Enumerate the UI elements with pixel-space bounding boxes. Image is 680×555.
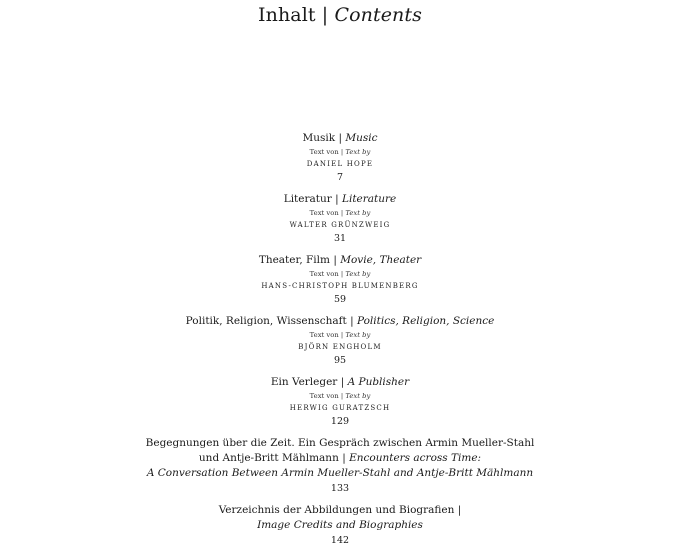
text-by-english: Text by [345,331,371,339]
entry-title-english: Politics, Religion, Science [356,315,495,327]
entry-heading [0,314,680,329]
text-by-separator: | [340,209,344,217]
entry-heading [0,192,680,207]
toc-entry-theater-film [0,253,680,308]
entry-page-number: 142 [330,535,350,546]
entry-page-number: 59 [333,294,347,305]
toc-entry-credits [0,503,680,549]
entry-title-german: Theater, Film [258,254,330,266]
text-by-label [0,207,680,219]
toc-entry-publisher [0,375,680,430]
text-by-separator: | [340,392,344,400]
entry-author: WALTER GRÜNZWEIG [289,221,391,229]
entry-title-english: Movie, Theater [340,254,422,266]
table-of-contents [0,131,680,555]
entry-heading [0,131,680,146]
toc-entry-literature [0,192,680,247]
text-by-label [0,146,680,158]
text-by-english: Text by [345,148,371,156]
text-by-separator: | [340,331,344,339]
entry-title-english: Music [345,132,378,144]
text-by-german: Text von [309,148,339,156]
text-by-german: Text von [309,392,339,400]
toc-entry-politics [0,314,680,369]
entry-title-german: Literatur [283,193,332,205]
entry-heading [0,375,680,390]
entry-page-number: 133 [330,483,350,494]
entry-title-english-line2: A Conversation Between Armin Mueller-Stahl and Antje-Britt Mählmann [146,467,534,479]
entry-separator: | [350,315,354,327]
entry-page-number: 7 [336,172,344,183]
text-by-german: Text von [309,270,339,278]
entry-heading [0,253,680,268]
entry-author: HERWIG GURATZSCH [289,404,391,412]
text-by-english: Text by [345,392,371,400]
entry-title-english-line1: Encounters across Time: [349,452,482,464]
entry-separator: | [342,452,346,464]
entry-separator: | [457,504,462,516]
entry-title-german: Ein Verleger [270,376,338,388]
entry-page-number: 129 [330,416,350,427]
title-german: Inhalt [258,4,316,26]
entry-separator: | [340,376,345,388]
entry-title-english: Image Credits and Biographies [257,519,423,531]
text-by-german: Text von [309,209,339,217]
page-title [0,3,680,27]
entry-title-english: Literature [342,193,397,205]
entry-title-german: Musik [302,132,336,144]
entry-heading [0,503,680,533]
entry-author: DANIEL HOPE [306,160,374,168]
text-by-german: Text von [309,331,339,339]
entry-title-german: Verzeichnis der Abbildungen und Biografien [218,504,455,516]
entry-title-german: Politik, Religion, Wissenschaft [185,315,347,327]
text-by-english: Text by [345,270,371,278]
entry-title-english: A Publisher [347,376,410,388]
text-by-separator: | [340,148,344,156]
entry-separator: | [333,254,337,266]
entry-title-german-line1: Begegnungen über die Zeit. Ein Gespräch zwischen Armin Mueller-Stahl [145,437,535,449]
entry-title-german-line2: und Antje-Britt Mählmann [198,452,339,464]
toc-entry-conversation [0,436,680,497]
toc-entry-music [0,131,680,186]
text-by-english: Text by [345,209,371,217]
entry-heading [0,436,680,481]
title-english: Contents [334,4,422,26]
entry-author: BJÖRN ENGHOLM [298,343,382,351]
title-separator: | [321,4,329,26]
text-by-label [0,268,680,280]
text-by-separator: | [340,270,344,278]
entry-page-number: 31 [333,233,347,244]
entry-separator: | [335,193,339,205]
text-by-label [0,329,680,341]
entry-author: HANS-CHRISTOPH BLUMENBERG [261,282,419,290]
text-by-label [0,390,680,402]
entry-page-number: 95 [333,355,347,366]
entry-separator: | [338,132,342,144]
